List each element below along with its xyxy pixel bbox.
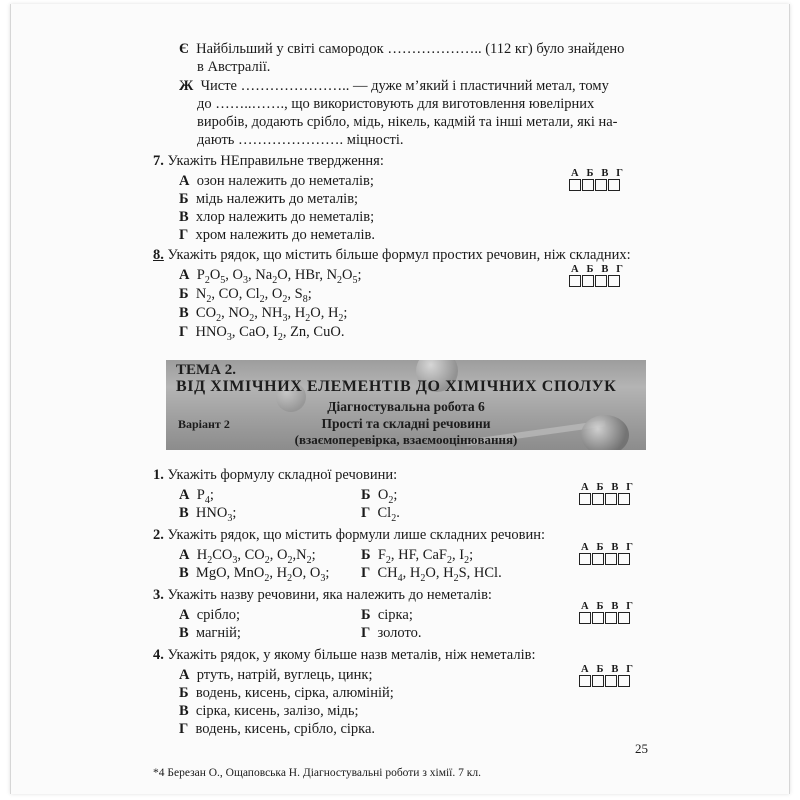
answer-letter: В	[611, 542, 619, 553]
q8-option-v: В $CO_2$, $NO_2$, $NH_3$, $H_2O$, $H_2$;	[179, 305, 348, 324]
option-label: А	[179, 173, 190, 189]
answer-box[interactable]	[579, 612, 591, 624]
question-8	[153, 246, 631, 264]
option-label: В	[179, 209, 189, 225]
q7-option-a	[179, 172, 374, 190]
answer-box[interactable]	[608, 179, 620, 191]
t4-option-a	[179, 666, 372, 684]
task-4	[153, 646, 535, 664]
t2-option-b: Б $F_2$, HF, CaF$_2$, $I_2$;	[361, 547, 474, 566]
footnote: *4 Березан О., Ощаповська Н. Діагностувальні роботи з хімії. 7 кл.	[153, 767, 481, 779]
answer-letter: В	[611, 664, 619, 675]
answer-box[interactable]	[618, 493, 630, 505]
answer-box[interactable]	[605, 553, 617, 565]
option-label: Є	[179, 41, 189, 57]
answer-box[interactable]	[592, 612, 604, 624]
option-label: А	[179, 667, 190, 683]
answer-letter: Б	[586, 168, 594, 179]
option-label: В	[179, 565, 189, 581]
option-label: А	[179, 547, 190, 563]
option-label: Г	[179, 227, 189, 243]
t1-option-a: А $P_4$;	[179, 487, 214, 506]
answer-letter: А	[571, 264, 579, 275]
answer-grid-t2	[579, 542, 635, 565]
q7-option-g	[179, 226, 375, 244]
answer-grid-t3	[579, 601, 635, 624]
answer-box[interactable]	[569, 275, 581, 287]
task-3	[153, 586, 492, 604]
answer-letter: Г	[616, 168, 623, 179]
answer-grid-t4	[579, 664, 635, 687]
task-1	[153, 466, 397, 484]
banner-topic-number: ТЕМА 2.	[176, 362, 236, 378]
t4-option-b	[179, 684, 394, 702]
answer-box[interactable]	[595, 179, 607, 191]
answer-box[interactable]	[592, 493, 604, 505]
t4-option-v	[179, 702, 359, 720]
intro-zh-text-4: дають …………………. міцності.	[197, 132, 404, 148]
answer-box[interactable]	[582, 179, 594, 191]
t1-option-g: Г $Cl_2$.	[361, 505, 400, 524]
answer-box[interactable]	[618, 553, 630, 565]
question-text: Укажіть назву речовини, яка належить до неметалів:	[167, 587, 492, 603]
option-label: В	[179, 305, 189, 321]
answer-box[interactable]	[579, 493, 591, 505]
page	[10, 4, 790, 794]
intro-zh-text-3: виробів, додають срібло, мідь, нікель, кадмій та інші метали, які на-	[197, 114, 618, 130]
answer-letter: Б	[596, 664, 604, 675]
option-text: водень, кисень, сірка, алюміній;	[195, 685, 394, 701]
q7-option-b	[179, 190, 358, 208]
q8-option-g: Г $HNO_3$, CaO, $I_2$, Zn, CuO.	[179, 324, 345, 343]
q8-option-a: А $P_2O_5$, $O_3$, $Na_2O$, HBr, $N_2O_5$;	[179, 267, 362, 286]
intro-ye-text: Найбільший у світі самородок ……………….. (112 кг) було знайдено	[196, 41, 625, 57]
option-text: ртуть, натрій, вуглець, цинк;	[196, 667, 373, 683]
question-text: Укажіть рядок, у якому більше назв металів, ніж неметалів:	[167, 647, 536, 663]
answer-letter: А	[581, 542, 589, 553]
option-label: Г	[361, 625, 371, 641]
t3-option-g	[361, 624, 422, 642]
option-label: Б	[361, 547, 371, 563]
answer-letter: В	[601, 264, 609, 275]
option-text: мідь належить до металів;	[195, 191, 359, 207]
option-text: золото.	[377, 625, 422, 641]
option-label: Ж	[179, 78, 194, 94]
answer-letter: Б	[586, 264, 594, 275]
answer-grid-t1	[579, 482, 635, 505]
intro-ye-text-cont: в Австралії.	[197, 59, 271, 75]
option-text: хром належить до неметалів.	[195, 227, 375, 243]
answer-box[interactable]	[605, 675, 617, 687]
option-label: А	[179, 607, 190, 623]
answer-letter: Г	[626, 664, 633, 675]
option-label: А	[179, 267, 190, 283]
option-text: срібло;	[196, 607, 240, 623]
answer-grid-q8	[569, 264, 625, 287]
banner-title: ВІД ХІМІЧНИХ ЕЛЕМЕНТІВ ДО ХІМІЧНИХ СПОЛУК	[176, 378, 617, 395]
task-2	[153, 526, 545, 544]
option-label: В	[179, 703, 189, 719]
intro-ye-line	[179, 40, 624, 58]
question-number: 7.	[153, 153, 164, 169]
t2-option-g: Г $CH_4$, $H_2O$, $H_2S$, HCl.	[361, 565, 502, 584]
answer-box[interactable]	[608, 275, 620, 287]
answer-letter: Б	[596, 542, 604, 553]
question-number: 8.	[153, 247, 164, 263]
option-label: В	[179, 625, 189, 641]
option-label: Г	[361, 565, 371, 581]
t2-option-a: А $H_2CO_3$, $CO_2$, $O_2,N_2$;	[179, 547, 316, 566]
intro-zh-text-2: до ……..……., що використовують для виготовлення ювелірних	[197, 96, 595, 112]
option-label: Б	[361, 487, 371, 503]
t3-option-b	[361, 606, 413, 624]
intro-zh-text: Чисте ………………….. — дуже м’який і пластичний метал, тому	[200, 78, 609, 94]
option-text: магній;	[195, 625, 241, 641]
question-number: 2.	[153, 527, 164, 543]
t3-option-v	[179, 624, 241, 642]
option-label: А	[179, 487, 190, 503]
option-text: озон належить до неметалів;	[196, 173, 374, 189]
answer-box[interactable]	[595, 275, 607, 287]
t2-option-v: В MgO, MnO$_2$, $H_2O$, $O_3$;	[179, 565, 330, 584]
answer-letter: Г	[626, 601, 633, 612]
answer-letter: А	[581, 482, 589, 493]
option-text: сірка, кисень, залізо, мідь;	[195, 703, 359, 719]
answer-letter: В	[601, 168, 609, 179]
answer-box[interactable]	[605, 612, 617, 624]
banner-mode: (взаємоперевірка, взаємооцінювання)	[294, 432, 518, 447]
answer-letter: А	[581, 664, 589, 675]
banner-subtopic: Прості та складні речовини	[321, 416, 491, 431]
option-text: сірка;	[377, 607, 413, 623]
answer-letter: Б	[596, 482, 604, 493]
t4-option-g	[179, 720, 375, 738]
option-label: Б	[361, 607, 371, 623]
answer-grid-q7	[569, 168, 625, 191]
banner-work-title: Діагностувальна робота 6	[327, 399, 485, 414]
answer-box[interactable]	[579, 675, 591, 687]
question-number: 1.	[153, 467, 164, 483]
answer-letter: В	[611, 601, 619, 612]
answer-box[interactable]	[579, 553, 591, 565]
question-text: Укажіть рядок, що містить більше формул простих речовин, ніж складних:	[167, 247, 631, 263]
option-text: хлор належить до неметалів;	[195, 209, 375, 225]
option-label: Г	[179, 324, 189, 340]
option-label: Г	[179, 721, 189, 737]
answer-letter: В	[611, 482, 619, 493]
answer-letter: А	[581, 601, 589, 612]
option-label: Б	[179, 191, 189, 207]
page-number: 25	[635, 741, 648, 756]
answer-letter: Б	[596, 601, 604, 612]
q8-option-b: Б $N_2$, CO, $Cl_2$, $O_2$, $S_8$;	[179, 286, 312, 305]
question-text: Укажіть рядок, що містить формули лише складних речовин:	[167, 527, 546, 543]
answer-box[interactable]	[618, 675, 630, 687]
option-label: Б	[179, 286, 189, 302]
answer-box[interactable]	[592, 553, 604, 565]
question-number: 4.	[153, 647, 164, 663]
answer-box[interactable]	[569, 179, 581, 191]
answer-letter: А	[571, 168, 579, 179]
question-7	[153, 152, 384, 170]
question-text: Укажіть формулу складної речовини:	[167, 467, 398, 483]
answer-letter: Г	[616, 264, 623, 275]
answer-box[interactable]	[605, 493, 617, 505]
option-label: В	[179, 505, 189, 521]
topic-banner	[166, 360, 646, 450]
t3-option-a	[179, 606, 240, 624]
question-text: Укажіть НЕправильне твердження:	[167, 153, 384, 169]
answer-box[interactable]	[592, 675, 604, 687]
answer-letter: Г	[626, 482, 633, 493]
option-label: Б	[179, 685, 189, 701]
option-text: водень, кисень, срібло, сірка.	[195, 721, 376, 737]
banner-variant: Варіант 2	[178, 417, 230, 431]
t1-option-v: В $HNO_3$;	[179, 505, 237, 524]
answer-letter: Г	[626, 542, 633, 553]
t1-option-b: Б $O_2$;	[361, 487, 398, 506]
answer-box[interactable]	[582, 275, 594, 287]
answer-box[interactable]	[618, 612, 630, 624]
intro-zh-line	[179, 77, 609, 95]
question-number: 3.	[153, 587, 164, 603]
q7-option-v	[179, 208, 374, 226]
option-label: Г	[361, 505, 371, 521]
